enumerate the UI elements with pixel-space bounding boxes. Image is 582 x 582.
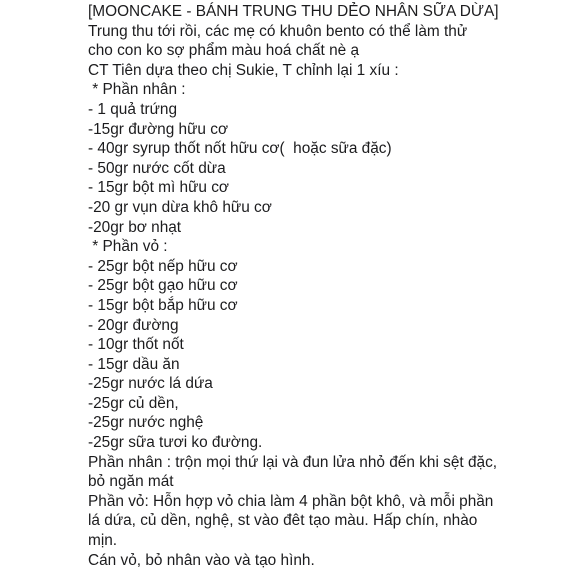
crust-ingredient: - 25gr bột nếp hữu cơ	[88, 257, 238, 275]
filling-ingredient: - 50gr nước cốt dừa	[88, 159, 226, 177]
filling-ingredient: - 15gr bột mì hữu cơ	[88, 179, 230, 197]
intro-line-3: CT Tiên dựa theo chị Sukie, T chỉnh lại 1 xíu :	[88, 61, 399, 79]
instruction-line: Phần vỏ: Hỗn hợp vỏ chia làm 4 phần bột khô, và mỗi phần	[88, 492, 494, 510]
filling-ingredient: - 40gr syrup thốt nốt hữu cơ( hoặc sữa đặc)	[88, 140, 392, 158]
crust-ingredient: -25gr nước lá dứa	[88, 375, 213, 393]
filling-ingredient: -20gr bơ nhạt	[88, 218, 182, 236]
instruction-line: mịn.	[88, 532, 118, 550]
recipe-note	[88, 0, 578, 582]
instruction-line: Cán vỏ, bỏ nhân vào và tạo hình.	[88, 551, 315, 569]
crust-ingredient: - 25gr bột gạo hữu cơ	[88, 277, 238, 295]
intro-line-1: Trung thu tới rồi, các mẹ có khuôn bento có thể làm thử	[88, 22, 468, 40]
filling-ingredient: - 1 quả trứng	[88, 100, 178, 118]
crust-ingredient: - 20gr đường	[88, 316, 179, 334]
crust-ingredient: - 10gr thốt nốt	[88, 336, 184, 354]
instruction-line: lá dứa, củ dền, nghệ, st vào đêt tạo màu. Hấp chín, nhào	[88, 512, 478, 530]
crust-ingredient: -25gr sữa tươi ko đường.	[88, 434, 263, 452]
intro-line-2: cho con ko sợ phẩm màu hoá chất nè ạ	[88, 42, 360, 60]
crust-ingredient: - 15gr bột bắp hữu cơ	[88, 296, 238, 314]
crust-ingredient: - 15gr dầu ăn	[88, 355, 180, 373]
filling-ingredient: -15gr đường hữu cơ	[88, 120, 229, 138]
instruction-line: bỏ ngăn mát	[88, 473, 174, 491]
instruction-line: Phần nhân : trộn mọi thứ lại và đun lửa nhỏ đến khi sệt đặc,	[88, 453, 498, 471]
crust-ingredient: -25gr nước nghệ	[88, 414, 204, 432]
crust-heading: * Phần vỏ :	[88, 238, 168, 256]
filling-ingredient: -20 gr vụn dừa khô hữu cơ	[88, 198, 272, 216]
recipe-title: [MOONCAKE - BÁNH TRUNG THU DẺO NHÂN SỮA DỪA]	[88, 3, 499, 20]
filling-heading: * Phần nhân :	[88, 81, 186, 99]
crust-ingredient: -25gr củ dền,	[88, 394, 179, 412]
